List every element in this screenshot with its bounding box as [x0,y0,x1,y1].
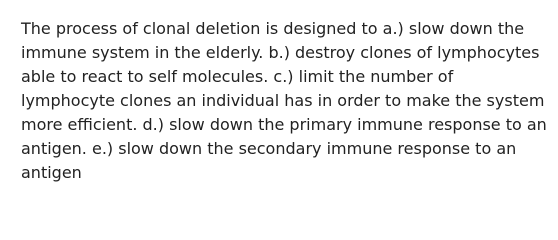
question-text: The process of clonal deletion is designed to a.) slow down the immune system in the elderly. b.) destroy clones of lymphocytes able to react to self molecules. c.) limit the number of lymphocyte clones an individual has in order to make the system more efficient. d.) slow down the primary immune response to an antigen. e.) slow down the secondary immune response to an antigen [21,19,547,182]
